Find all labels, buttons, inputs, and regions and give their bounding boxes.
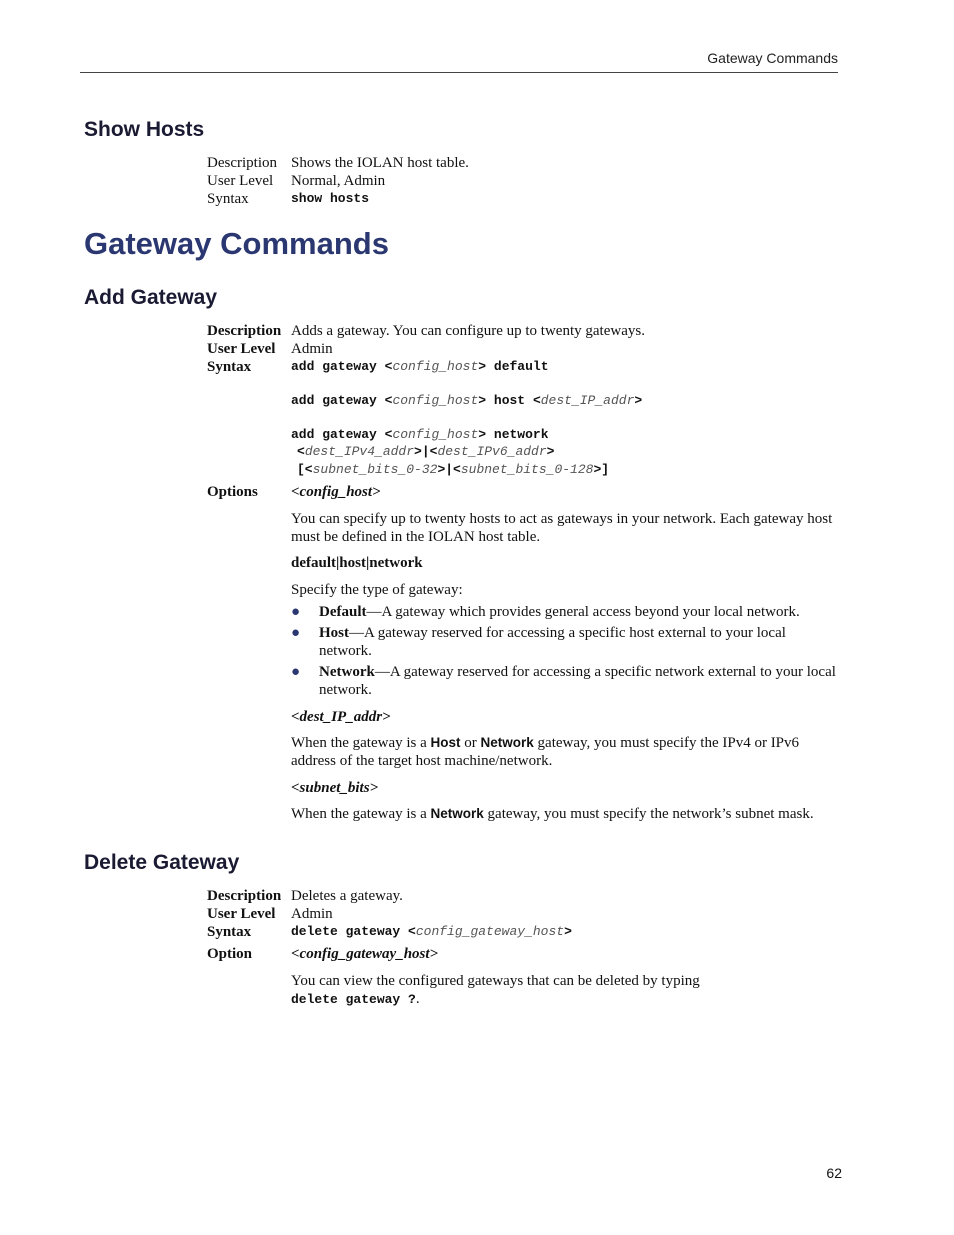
delete-gateway-note-command: delete gateway ?. bbox=[291, 991, 420, 1007]
option-subnet-bits: <subnet_bits> bbox=[291, 780, 379, 796]
delete-gateway-description-label: Description bbox=[207, 888, 282, 904]
add-gateway-syntax-default: add gateway <config_host> default bbox=[291, 359, 549, 374]
chapter-title: Gateway Commands bbox=[84, 226, 389, 261]
delete-gateway-syntax-label: Syntax bbox=[207, 924, 252, 940]
delete-gateway-option-label: Option bbox=[207, 946, 253, 962]
gateway-type-intro: Specify the type of gateway: bbox=[291, 582, 463, 598]
add-gateway-options-label: Options bbox=[207, 484, 258, 500]
bullet-icon: ● bbox=[291, 604, 301, 620]
add-gateway-description-label: Description bbox=[207, 323, 282, 339]
bullet-default: Default—A gateway which provides general access beyond your local network. bbox=[319, 604, 800, 620]
bullet-host: Host—A gateway reserved for accessing a specific host external to your local network. bbox=[319, 625, 786, 659]
show-hosts-user-level-label: User Level bbox=[207, 173, 274, 189]
delete-gateway-note: You can view the configured gateways that can be deleted by typing bbox=[291, 973, 700, 989]
add-gateway-description: Adds a gateway. You can configure up to twenty gateways. bbox=[291, 323, 645, 339]
show-hosts-description-label: Description bbox=[207, 155, 277, 171]
show-hosts-syntax: show hosts bbox=[291, 191, 370, 206]
option-config-host: <config_host> bbox=[291, 484, 381, 500]
add-gateway-syntax-network-subnet: [<subnet_bits_0-32>|<subnet_bits_0-128>] bbox=[297, 462, 610, 477]
delete-gateway-syntax: delete gateway <config_gateway_host> bbox=[291, 924, 572, 939]
bullet-network: Network—A gateway reserved for accessing a specific network external to your local network. bbox=[319, 664, 836, 698]
add-gateway-syntax-network: add gateway <config_host> network bbox=[291, 427, 549, 442]
dest-ip-description: When the gateway is a Host or Network gateway, you must specify the IPv4 or IPv6 address of the target host machine/network. bbox=[291, 735, 800, 769]
add-gateway-user-level-label: User Level bbox=[207, 341, 276, 357]
bullet-icon: ● bbox=[291, 664, 301, 680]
add-gateway-user-level: Admin bbox=[291, 341, 333, 357]
delete-gateway-description: Deletes a gateway. bbox=[291, 888, 403, 904]
delete-gateway-user-level-label: User Level bbox=[207, 906, 276, 922]
show-hosts-description: Shows the IOLAN host table. bbox=[291, 155, 469, 171]
add-gateway-syntax-label: Syntax bbox=[207, 359, 252, 375]
delete-gateway-user-level: Admin bbox=[291, 906, 333, 922]
config-host-description: You can specify up to twenty hosts to act as gateways in your network. Each gateway host must be defined in the IOLAN host table. bbox=[291, 511, 833, 545]
delete-gateway-heading: Delete Gateway bbox=[84, 851, 240, 874]
header-rule bbox=[80, 72, 838, 73]
show-hosts-heading: Show Hosts bbox=[84, 118, 205, 141]
running-header: Gateway Commands bbox=[707, 50, 838, 66]
add-gateway-heading: Add Gateway bbox=[84, 286, 218, 309]
show-hosts-syntax-label: Syntax bbox=[207, 191, 249, 207]
option-config-gateway-host: <config_gateway_host> bbox=[291, 946, 439, 962]
page-number: 62 bbox=[826, 1165, 842, 1181]
option-gateway-type: default|host|network bbox=[291, 555, 423, 571]
subnet-description: When the gateway is a Network gateway, you must specify the network’s subnet mask. bbox=[291, 806, 814, 822]
add-gateway-syntax-network-dest: <dest_IPv4_addr>|<dest_IPv6_addr> bbox=[297, 444, 555, 459]
option-dest-ip-addr: <dest_IP_addr> bbox=[291, 709, 391, 725]
show-hosts-user-level: Normal, Admin bbox=[291, 173, 386, 189]
add-gateway-syntax-host: add gateway <config_host> host <dest_IP_addr> bbox=[291, 393, 643, 408]
bullet-icon: ● bbox=[291, 625, 301, 641]
